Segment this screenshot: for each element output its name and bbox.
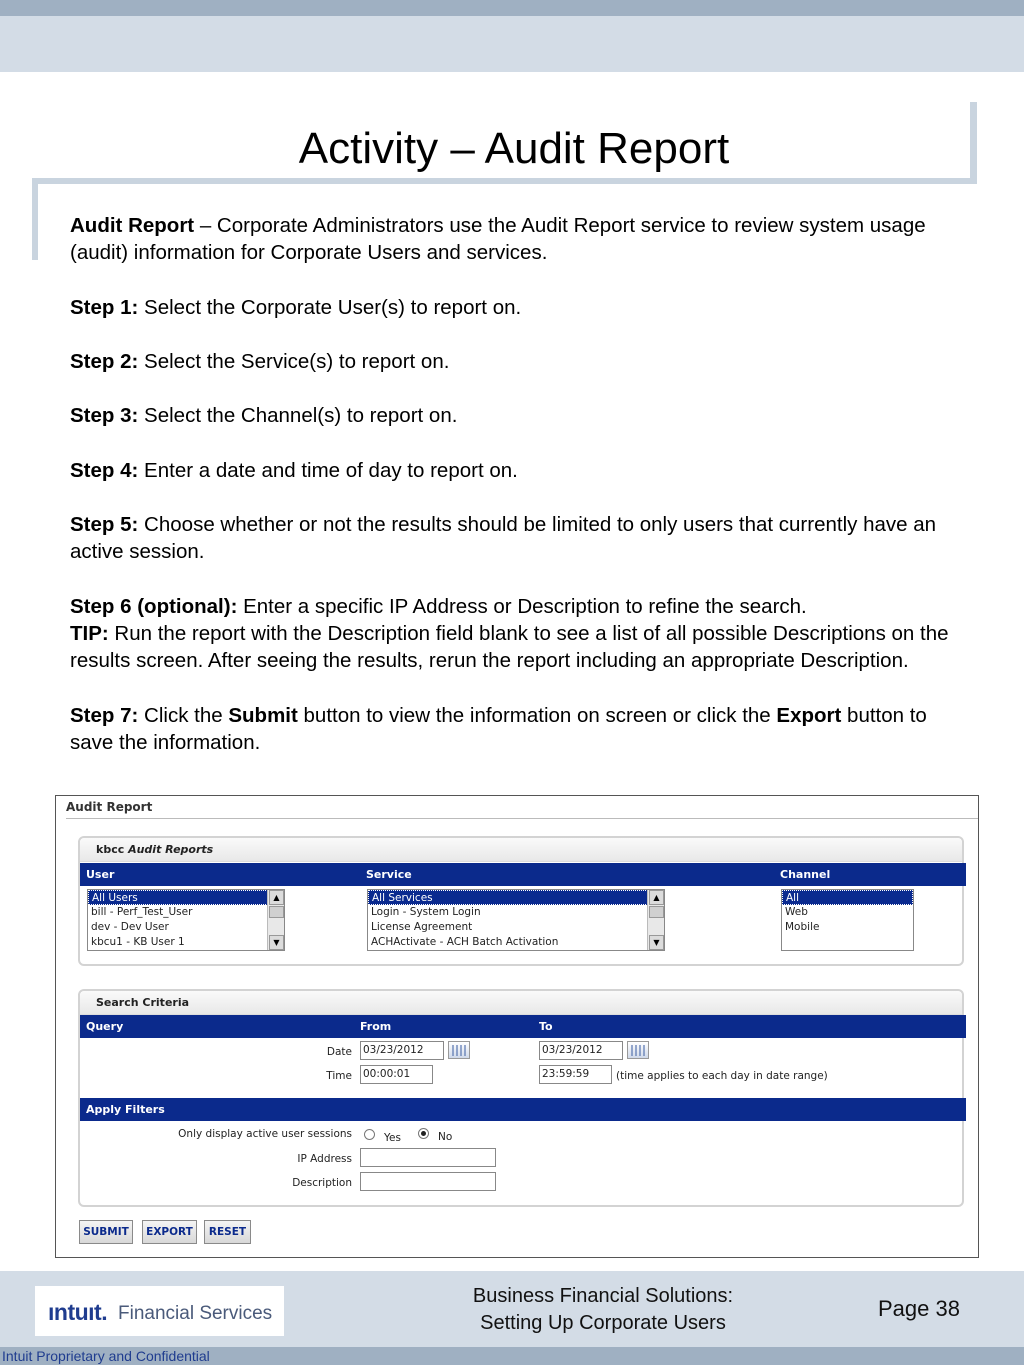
- user-listbox[interactable]: [87, 889, 285, 951]
- user-scrollbar[interactable]: [267, 890, 284, 950]
- step-4-text: Enter a date and time of day to report on.: [138, 458, 518, 482]
- step-5: [70, 511, 970, 565]
- bank-code: kbcc: [96, 843, 125, 856]
- page-number: Page 38: [878, 1296, 960, 1321]
- step-4: [70, 457, 970, 484]
- top-band: [0, 0, 1024, 16]
- audit-reports-panel: [78, 836, 964, 966]
- step-7-submit-term: Submit: [228, 703, 298, 727]
- step-7: [70, 702, 970, 756]
- list-item[interactable]: bill - Perf_Test_User: [91, 906, 193, 918]
- tip-label: TIP:: [70, 621, 109, 645]
- step-2: [70, 348, 970, 375]
- col-service: Service: [366, 868, 412, 881]
- time-label: Time: [326, 1070, 352, 1082]
- list-item[interactable]: Login - System Login: [371, 906, 481, 918]
- apply-filters-header: [80, 1098, 966, 1121]
- step-3-text: Select the Channel(s) to report on.: [138, 404, 458, 428]
- audit-reports-heading: [80, 838, 962, 862]
- scroll-down-icon[interactable]: ▼: [269, 935, 284, 950]
- title-divider: [66, 818, 978, 819]
- service-scrollbar[interactable]: [647, 890, 664, 950]
- date-label: Date: [326, 1046, 352, 1058]
- audit-reports-label: Audit Reports: [128, 843, 214, 856]
- intro-paragraph: [70, 212, 970, 266]
- no-radio[interactable]: [418, 1128, 429, 1139]
- footer-caption: [420, 1283, 786, 1337]
- step-7-text-a: Click the: [138, 703, 229, 727]
- search-criteria-panel: [78, 989, 964, 1207]
- reset-button[interactable]: RESET: [204, 1220, 251, 1244]
- channel-listbox[interactable]: [781, 889, 914, 951]
- header-band: [0, 16, 1024, 72]
- step-5-text: Choose whether or not the results should be limited to only users that currently have an active session.: [70, 513, 937, 564]
- submit-button[interactable]: SUBMIT: [79, 1220, 133, 1244]
- list-item[interactable]: kbcu1 - KB User 1: [91, 936, 185, 948]
- calendar-icon[interactable]: [448, 1041, 470, 1059]
- list-item[interactable]: ACHActivate - ACH Batch Activation: [371, 936, 559, 948]
- col-user: User: [86, 868, 115, 881]
- list-item[interactable]: License Agreement: [371, 921, 473, 933]
- intro-term: Audit Report: [70, 214, 195, 237]
- time-to-input[interactable]: 23:59:59: [539, 1065, 612, 1084]
- tip-text: Run the report with the Description field blank to see a list of all possible Descriptions on the results screen. After seeing the results, rerun the report including an appropriate Description.: [70, 621, 949, 673]
- col-query: Query: [86, 1020, 124, 1033]
- step-6-label: Step 6 (optional):: [70, 594, 238, 618]
- step-6-text: Enter a specific IP Address or Description to refine the search.: [237, 594, 807, 618]
- audit-report-screenshot: [55, 795, 979, 1258]
- scroll-up-icon[interactable]: ▲: [649, 890, 664, 905]
- list-item[interactable]: dev - Dev User: [91, 921, 169, 933]
- scroll-down-icon[interactable]: ▼: [649, 935, 664, 950]
- footer-line-2: Setting Up Corporate Users: [480, 1312, 726, 1334]
- confidential-notice: Intuit Proprietary and Confidential: [2, 1348, 210, 1364]
- step-7-label: Step 7:: [70, 703, 139, 727]
- description-input[interactable]: [360, 1172, 496, 1191]
- step-5-label: Step 5:: [70, 513, 139, 537]
- time-note: (time applies to each day in date range): [616, 1070, 828, 1082]
- step-1: [70, 294, 970, 321]
- step-3: [70, 402, 970, 429]
- audit-report-title: Audit Report: [66, 800, 153, 814]
- scroll-up-icon[interactable]: ▲: [269, 890, 284, 905]
- yes-radio[interactable]: [364, 1129, 375, 1140]
- reports-column-header: [80, 863, 966, 886]
- active-sessions-label: Only display active user sessions: [178, 1128, 352, 1140]
- list-item[interactable]: All Services: [368, 890, 664, 905]
- list-item[interactable]: Web: [785, 906, 808, 918]
- step-3-label: Step 3:: [70, 404, 139, 428]
- list-item[interactable]: All Users: [88, 890, 284, 905]
- logo-brand: ıntuıt.: [48, 1299, 108, 1325]
- col-channel: Channel: [780, 868, 831, 881]
- description-label: Description: [292, 1177, 352, 1189]
- scroll-thumb[interactable]: [269, 906, 284, 918]
- ip-address-label: IP Address: [297, 1153, 352, 1165]
- col-from: From: [360, 1020, 392, 1033]
- calendar-icon[interactable]: [627, 1041, 649, 1059]
- service-listbox[interactable]: [367, 889, 665, 951]
- step-7-text-b: button to view the information on screen or click the: [297, 703, 777, 727]
- scroll-thumb[interactable]: [649, 906, 664, 918]
- title-frame-bottom: [32, 178, 977, 184]
- date-to-input[interactable]: 03/23/2012: [539, 1041, 623, 1060]
- ip-address-input[interactable]: [360, 1148, 496, 1167]
- step-2-text: Select the Service(s) to report on.: [138, 349, 450, 373]
- step-6: [70, 593, 970, 620]
- step-1-label: Step 1:: [70, 295, 139, 319]
- yes-label: Yes: [384, 1132, 401, 1144]
- intuit-logo: [35, 1286, 284, 1336]
- list-item[interactable]: All: [782, 890, 913, 905]
- date-from-input[interactable]: 03/23/2012: [360, 1041, 444, 1060]
- title-frame-left: [32, 178, 38, 260]
- intro-text: – Corporate Administrators use the Audit Report service to review system usage (audit) information for Corporate Users and services.: [70, 214, 926, 265]
- time-from-input[interactable]: 00:00:01: [360, 1065, 433, 1084]
- query-column-header: [80, 1015, 966, 1038]
- step-2-label: Step 2:: [70, 349, 139, 373]
- no-label: No: [438, 1131, 453, 1143]
- logo-subtitle: Financial Services: [118, 1303, 273, 1324]
- list-item[interactable]: Mobile: [785, 921, 820, 933]
- instructions: [70, 212, 970, 756]
- step-4-label: Step 4:: [70, 458, 139, 482]
- apply-filters-label: Apply Filters: [86, 1103, 165, 1116]
- search-criteria-heading: Search Criteria: [80, 991, 962, 1015]
- slide-title: Activity – Audit Report: [298, 124, 730, 173]
- step-7-text-c: button to save the information.: [70, 703, 927, 754]
- tip: [70, 620, 970, 674]
- export-button[interactable]: EXPORT: [142, 1220, 197, 1244]
- col-to: To: [539, 1020, 553, 1033]
- step-1-text: Select the Corporate User(s) to report on.: [138, 295, 522, 319]
- footer-line-1: Business Financial Solutions:: [472, 1285, 734, 1307]
- step-7-export-term: Export: [776, 703, 842, 727]
